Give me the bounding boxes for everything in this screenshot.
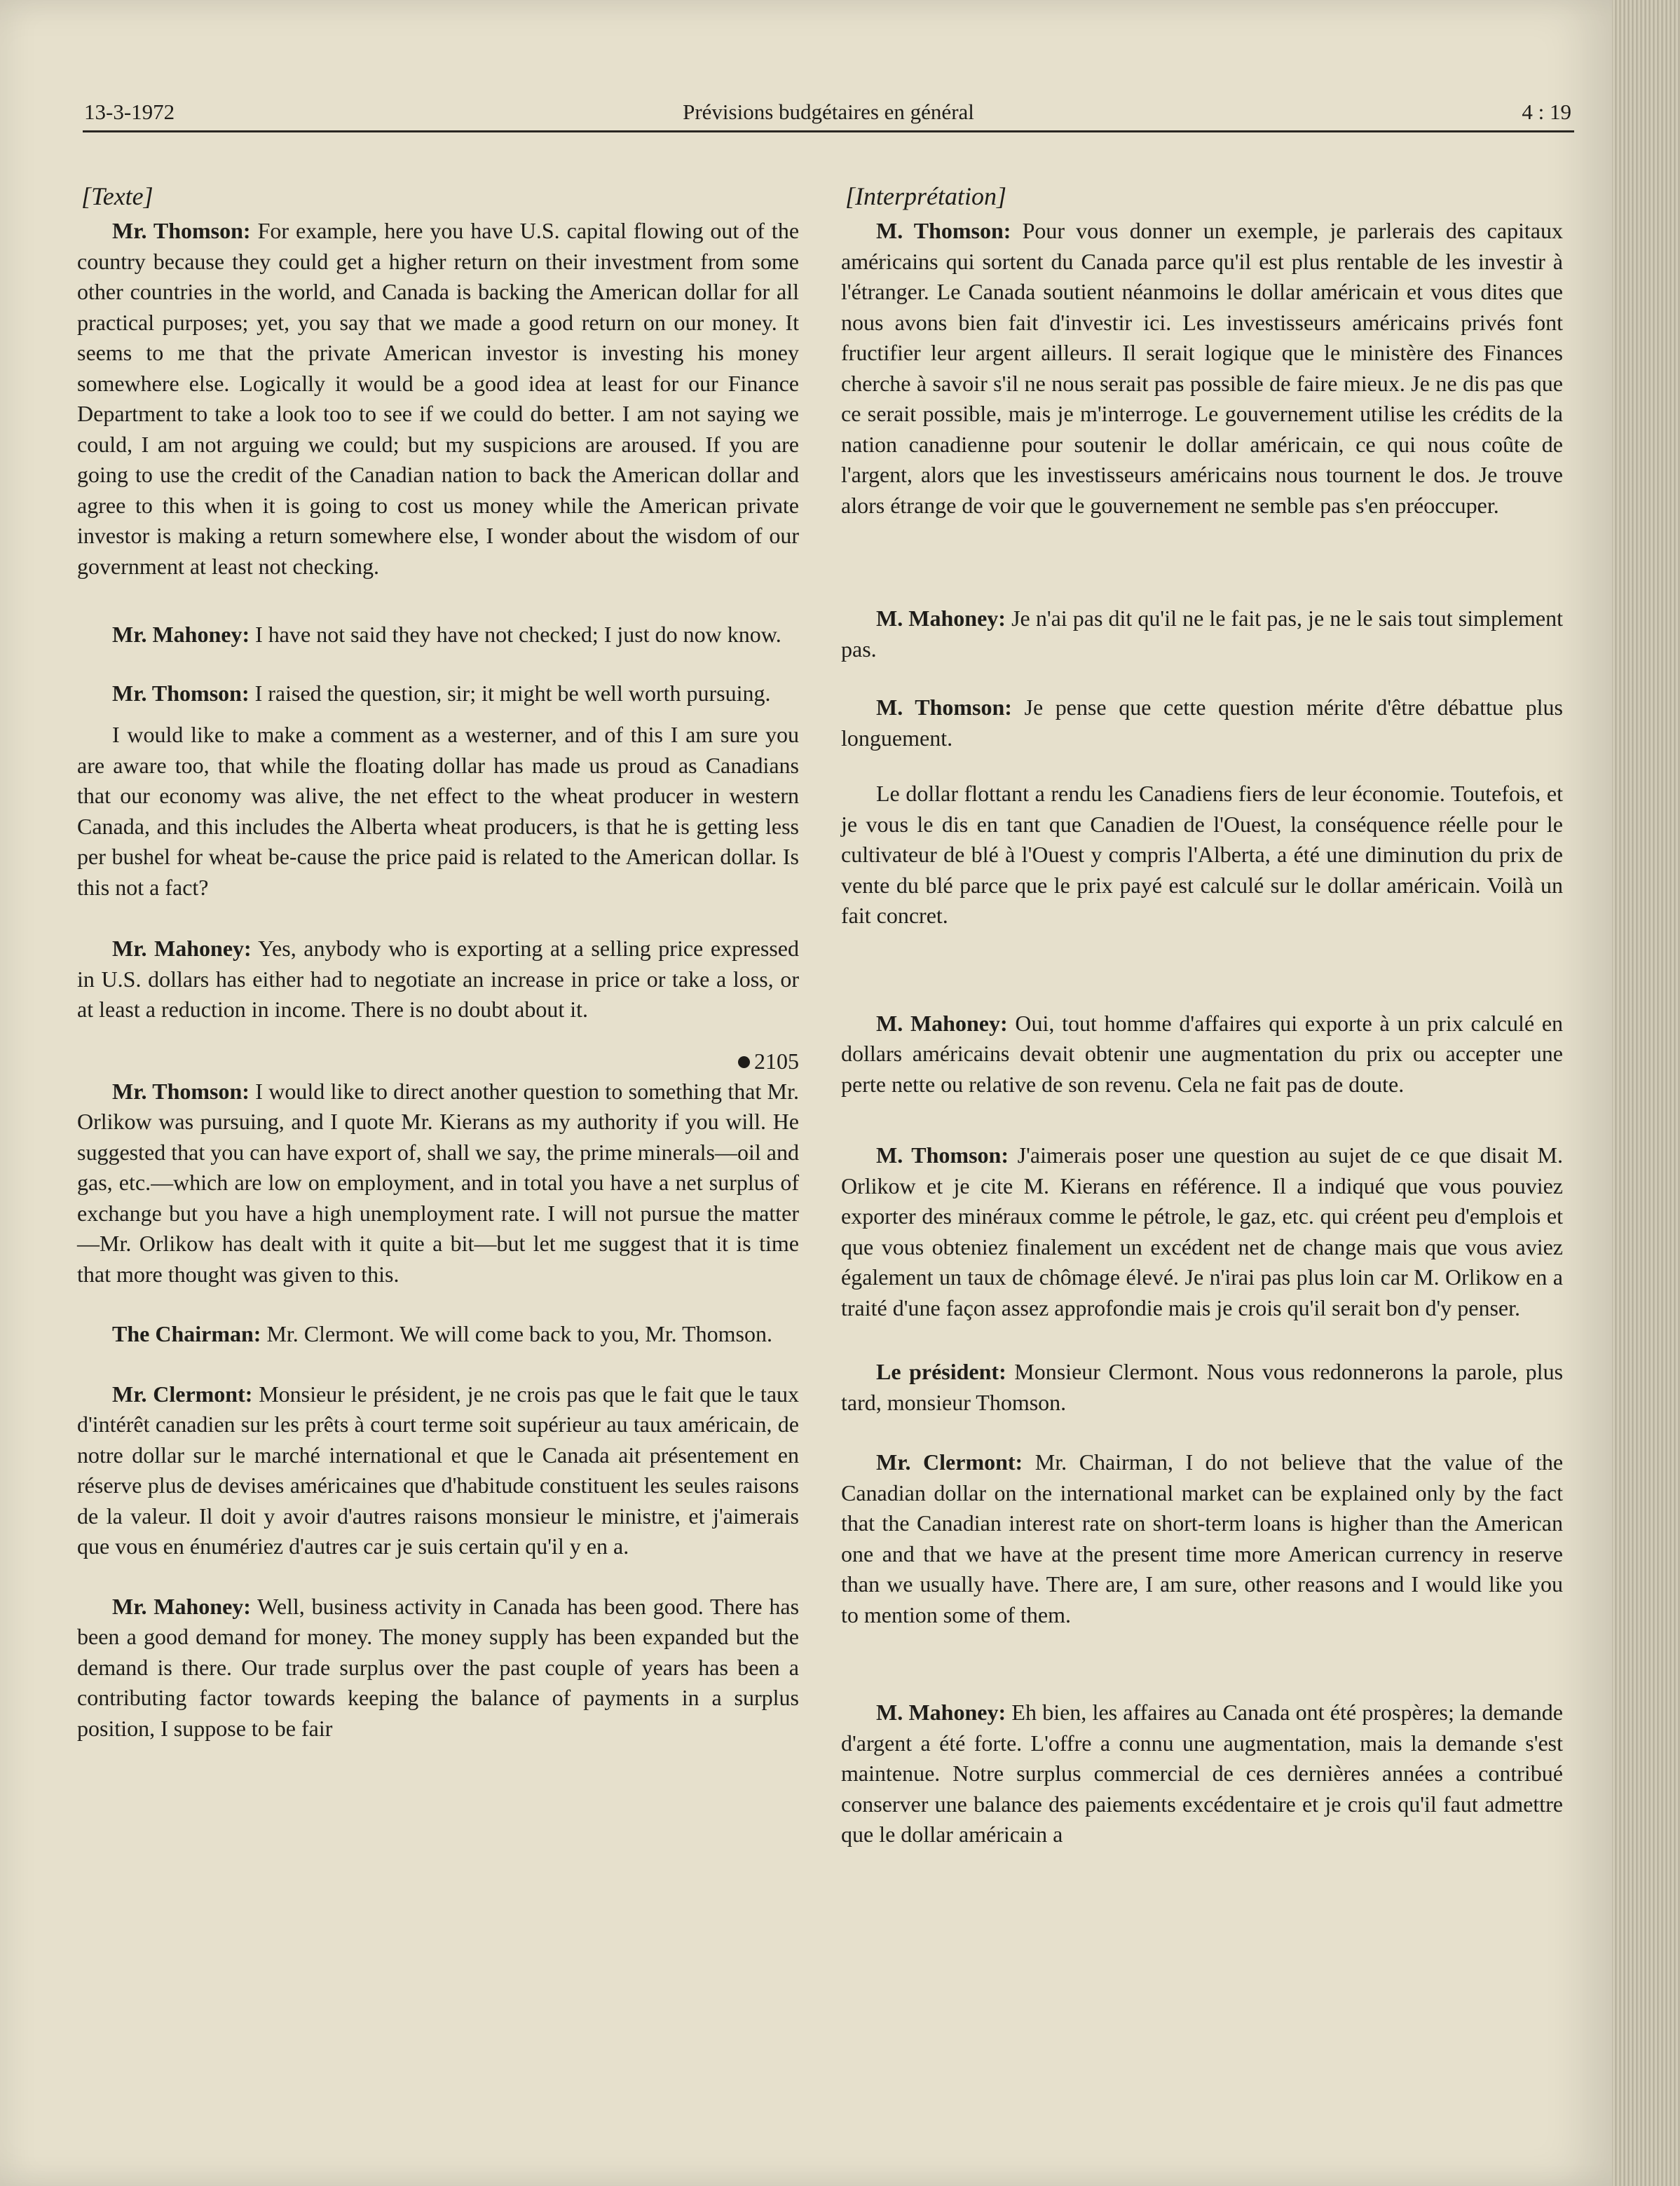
speaker-name: M. Thomson: [876, 218, 1011, 243]
time-marker-text: 2105 [754, 1048, 799, 1074]
speaker-name: Mr. Thomson: [112, 680, 250, 706]
paragraph [77, 678, 799, 709]
paragraph-text: Oui, tout homme d'affaires qui exporte à un prix calculé en dollars américains devait obtenir une augmentation du prix ou accepter une perte nette ou relative de son revenu. Cela ne fait pas de doute. [841, 1010, 1564, 1097]
paragraph-text: Mr. Clermont. We will come back to you, Mr. Thomson. [266, 1321, 772, 1346]
speaker-name: M. Thomson: [876, 695, 1012, 720]
paragraph-text: Yes, anybody who is exporting at a selling price expressed in U.S. dollars has either had to negotiate an increase in price or take a loss, or at least a reduction in income. There is no doubt about it. [77, 936, 800, 1022]
speaker-name: Mr. Thomson: [112, 1078, 250, 1104]
paragraph-text: Je n'ai pas dit qu'il ne le fait pas, je ne le sais tout simplement pas. [841, 606, 1564, 662]
paragraph-text: Eh bien, les affaires au Canada ont été prospères; la demande d'argent a été forte. L'offre a connu une augmentation, mais la demande s'est maintenue. Notre surplus commercial de ces dernières années a contribué conserver une balance des paiements excédentaire et je crois qu'il faut admettre que le dollar américain a [841, 1700, 1564, 1847]
paragraph [841, 1009, 1563, 1100]
section-label-interpretation: [Interprétation] [845, 182, 1006, 210]
paragraph [841, 779, 1563, 931]
left-column [77, 181, 799, 1772]
bullet-dot-icon [738, 1056, 750, 1068]
speaker-name: M. Thomson: [876, 1142, 1009, 1168]
paragraph [77, 216, 799, 582]
page-edge [1612, 0, 1680, 2186]
header-title: Prévisions budgétaires en général [683, 100, 974, 124]
paragraph-text: I would like to direct another question to something that Mr. Orlikow was pursuing, and I quote Mr. Kierans as my authority if you will. He suggested that you can have export of, shall we say, the prime minerals—oil and gas, etc.—which are low on employment, and in total you have a net surplus of exchange but you have a high unemployment rate. I will not pursue the matter—Mr. Orlikow has dealt with it quite a bit—but let me suggest that it is time that more thought was given to this. [77, 1078, 800, 1287]
speaker-name: M. Mahoney: [876, 1700, 1006, 1725]
section-label-texte: [Texte] [81, 182, 153, 210]
speaker-name: Mr. Mahoney: [112, 1593, 251, 1619]
paragraph-text: Je pense que cette question mérite d'être débattue plus longuement. [841, 695, 1563, 751]
speaker-name: M. Mahoney: [876, 1010, 1008, 1036]
header-page-number: 4 : 19 [1522, 100, 1571, 124]
paragraph [841, 1697, 1563, 1850]
paragraph-text: Well, business activity in Canada has been good. There has been a good demand for money. The money supply has been expanded but the demand is there. Our trade surplus over the past couple of years has been a contributing factor towards keeping the balance of payments in a surplus position, I suppose to be fair [77, 1593, 800, 1741]
speaker-name: M. Mahoney: [876, 606, 1006, 631]
paragraph-text: For example, here you have U.S. capital flowing out of the country because they could get a higher return on their investment from some other countries in the world, and Canada is backing the American dollar for all practical purposes; yet, you say that we made a good return on our money. It seems to me that the private American investor is investing his money somewhere else. Logically it would be a good idea at least for our Finance Department to take a look too to see if we could do better. I am not saying we could, I am not arguing we could; but my suspicions are aroused. If you are going to use the credit of the Canadian nation to back the American dollar and agree to this when it is going to cost us money while the American private investor is making a return somewhere else, I wonder about the wisdom of our government at least not checking. [77, 218, 800, 579]
header-date: 13-3-1972 [84, 100, 175, 124]
paragraph [77, 1592, 799, 1744]
page-header [83, 97, 1574, 132]
paragraph [77, 1077, 799, 1290]
paragraph [841, 1447, 1563, 1630]
time-marker [77, 1046, 799, 1077]
paragraph [841, 1140, 1563, 1323]
paragraph-text: I would like to make a comment as a westerner, and of this I am sure you are aware too, that while the floating dollar has made us proud as Canadians that our economy was alive, the net effect to the wheat producer in western Canada, and this includes the Alberta wheat producers, is that he is getting less per bushel for wheat be-cause the price paid is related to the American dollar. Is this not a fact? [77, 722, 799, 900]
right-column [841, 181, 1563, 1878]
paragraph [841, 603, 1563, 664]
paragraph [841, 692, 1563, 753]
speaker-name: Mr. Thomson: [112, 218, 251, 243]
paragraph-text: Mr. Chairman, I do not believe that the value of the Canadian dollar on the international market can be explained only by the fact that the Canadian interest rate on short-term loans is higher than the American one and that we have at the present time more American currency in reserve than we usually have. There are, I am sure, other reasons and I would like you to mention some of them. [841, 1449, 1564, 1627]
paragraph [77, 934, 799, 1025]
paragraph [77, 720, 799, 903]
paragraph-text: I have not said they have not checked; I just do now know. [255, 622, 781, 647]
speaker-name: Mr. Mahoney: [112, 622, 250, 647]
speaker-name: The Chairman: [112, 1321, 261, 1346]
speaker-name: Le président: [876, 1359, 1006, 1384]
paragraph-text: I raised the question, sir; it might be well worth pursuing. [254, 680, 771, 706]
paragraph-text: Pour vous donner un exemple, je parlerais des capitaux américains qui sortent du Canada parce qu'il est plus rentable de les investir à l'étranger. Le Canada soutient néanmoins le dollar américain et vous dites que nous avons bien fait d'investir ici. Les investisseurs américains privés font fructifier leur argent ailleurs. Il serait logique que le ministère des Finances cherche à savoir s'il ne nous serait pas possible de faire mieux. Je ne dis pas que ce serait possible, mais je m'interroge. Le gouvernement utilise les crédits de la nation canadienne pour soutenir le dollar américain, ce qui nous coûte de l'argent, alors que les investisseurs américains nous tournent le dos. Je trouve alors étrange de voir que le gouvernement ne semble pas s'en préoccuper. [841, 218, 1564, 518]
paragraph-text: J'aimerais poser une question au sujet de ce que disait M. Orlikow et je cite M. Kierans en référence. Il a indiqué que vous pouviez exporter des minéraux comme le pétrole, le gaz, etc. qui créent peu d'emplois et que vous obteniez finalement un excédent net de change mais que vous aviez également un taux de chômage élevé. Je n'irai pas plus loin car M. Orlikow en a traité d'une façon assez approfondie mais je crois qu'il serait bon d'y penser. [841, 1142, 1563, 1320]
paragraph-text: Monsieur le président, je ne crois pas que le fait que le taux d'intérêt canadien sur les prêts à court terme soit supérieur au taux américain, de notre dollar sur le marché international et que le Canada ait présentement en réserve plus de devises américaines que d'habitude constituent les seules raisons de la valeur. Il doit y avoir d'autres raisons monsieur le ministre, et j'aimerais que vous en énumériez d'autres car je suis certain qu'il y en a. [77, 1381, 800, 1559]
paragraph-text: Le dollar flottant a rendu les Canadiens fiers de leur économie. Toutefois, et je vous le dis en tant que Canadien de l'Ouest, la conséquence réelle pour le cultivateur de blé à l'Ouest y compris l'Alberta, a été une diminution du prix de vente du blé parce que le prix payé est calculé sur le dollar américain. Voilà un fait concret. [841, 781, 1563, 928]
speaker-name: Mr. Clermont: [112, 1381, 253, 1407]
paragraph [77, 1379, 799, 1562]
paragraph [77, 620, 799, 650]
paragraph [841, 1357, 1563, 1418]
paragraph [77, 1319, 799, 1350]
speaker-name: Mr. Clermont: [876, 1449, 1023, 1475]
paragraph-text: Monsieur Clermont. Nous vous redonnerons la parole, plus tard, monsieur Thomson. [841, 1359, 1564, 1415]
paragraph [841, 216, 1563, 521]
speaker-name: Mr. Mahoney: [112, 936, 252, 961]
